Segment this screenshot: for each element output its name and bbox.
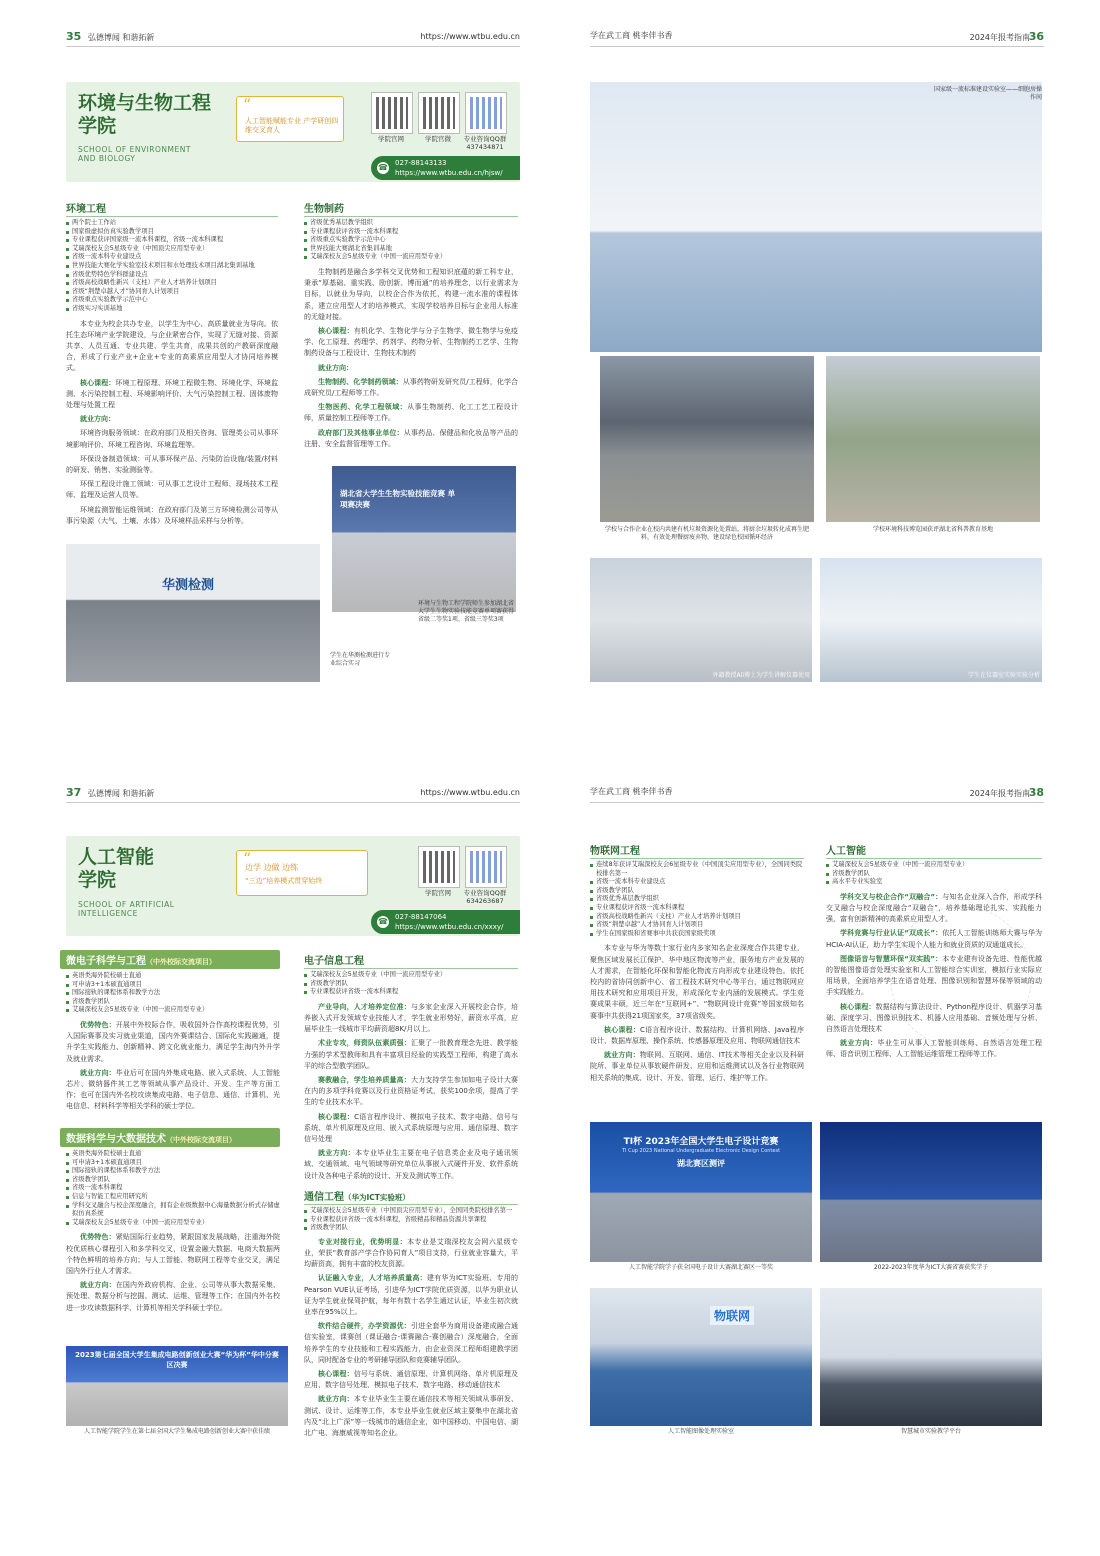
photo-caption: 外籍教授Ali博士为学生讲解仪器使用 xyxy=(712,672,810,679)
intro-paragraph: 本专业与华为等数十家行业内多家知名企业深度合作共建专业，聚焦区域发展长江保护、华中地区物流等产业，服务地方产业发展的人才需求，在智能化环保和智能化物流方向形成专业建设特色。依托校内的省协同创新中心、省工程技术研究中心等平台，通过物联网应用技术研究和应用项目开发，形成深化专业内涵的发展模式。学生竞赛成果丰硕，近三年在“互联网+”、“物联网设计竞赛”等国家级知名赛事中共获得21项国家奖，37项省级奖。 xyxy=(590,944,804,1020)
contact-web-link[interactable]: https://www.wtbu.edu.cn/hjsw/ xyxy=(395,169,503,177)
page-motto: 弘德博闻 和谐拓新 xyxy=(87,33,155,42)
contact-web-link[interactable]: https://www.wtbu.edu.cn/xxxy/ xyxy=(395,923,504,931)
feature-item: 英语类海外院校硕士直通 xyxy=(66,972,280,981)
intro-paragraph: 生物制药是融合多学科交叉优势和工程知识底蕴的新工科专业，秉承“厚基础、重实践、励创新、博而通”的培养理念，以行业需求为目标，以就业为导向，以校企合作为依托，构建一流水准的课程体系，建立应用型人才的培养模式，实现学校培养目标与企业用人标准的无缝对接。 xyxy=(304,267,518,321)
slogan-line: “三边”培养模式贯穿始终 xyxy=(245,877,323,885)
career-paragraph: 就业方向：本专业毕业生主要在通信技术等相关领域从事研发、测试、设计、运维等工作，本专业毕业生就业区域主要集中在湖北省内及“北上广深”等一线城市的通信企业，如中国移动、中国电信、湖北广电、海康威视等知名企业。 xyxy=(304,1395,519,1438)
photo-caption: 环境与生物工程学院师生参加湖北省大学生生物实验技能竞赛单项赛获得省级二等奖1项、省级三等奖3项 xyxy=(418,600,515,623)
feature-item: 国际接轨的课程体系和教学方法 xyxy=(66,989,280,998)
contest-banner-region: 湖北赛区测评 xyxy=(677,1159,725,1168)
feature-item: 世界技能大赛湖北省集训基地 xyxy=(304,245,518,254)
photo-caption: 学校与合作企业在校内共建有机垃圾资源化处置站，将厨余垃圾转化成再生肥料，有效处理餐厨废弃物，建设绿色校园循环经济 xyxy=(604,526,809,541)
competition-photo xyxy=(332,466,516,612)
feature-item: 省级一流本科专业建设点 xyxy=(590,878,804,887)
feature-item: 省级高校战略性新兴（支柱）产业人才培养计划项目 xyxy=(66,279,278,288)
internship-photo xyxy=(66,544,320,682)
feature-item: 省级教学团队 xyxy=(304,980,518,989)
career-paragraph: 生物制药、化学制药领域：从事药物研发研究员/工程师，化学合成研究员/工程师等工作。 xyxy=(304,377,518,397)
core-courses: 核心课程：数据结构与算法设计、Python程序设计、机器学习基础、深度学习、图像识别技术、机器人应用基础、音频处理与分析、自然语言处理技术 xyxy=(826,1002,1042,1034)
feature-list xyxy=(66,972,280,1015)
photo-caption: 智慧城市实验教学平台 xyxy=(900,1428,961,1435)
slogan-box xyxy=(236,96,344,142)
career-paragraph: 环境咨询服务领域：在政府部门及相关咨询、管理类公司从事环境影响评价、环境工程咨询、环境监理等。 xyxy=(66,429,278,449)
feature-paragraph: 软件结合硬件，办学资源优：引进全套华为商用设备建成融合通信实验室，课赛创（课证融合-课赛融合-赛创融合）深度融合，全面培养学生的专业技能和工程实践能力，由企业资深工程师组建教学团队，同时配备专业的考研辅导团队和竞赛辅导团队。 xyxy=(304,1322,519,1364)
feature-item: 省级“荆楚卓越”人才协同育人计划项目 xyxy=(590,921,804,930)
photo-caption: 学生在仪器室实验实验分析 xyxy=(967,672,1040,679)
career-paragraph: 就业方向：毕业后可在国内外集成电路、嵌入式系统、人工智能芯片、微纳器件其工艺等领域从事产品设计、开发、生产等方面工作；也可在国内外名校攻读集成电路、电子信息、通信、计算机、光电信息、材料科学等相关学科的硕士学位。 xyxy=(66,1068,281,1111)
feature-paragraph: 认证融入专业，人才培养质量高：建有华为ICT实验班、专用的Pearson VUE认证考场，引进华为ICT学院优质资源，以华为职业认证为学生就业保驾护航，每年有数十名学生通过认证，毕业生初次就业率在95%以上。 xyxy=(304,1274,518,1316)
contact-phone[interactable]: 027-88143133 xyxy=(395,159,447,167)
feature-item: 国际接轨的课程体系和教学方法 xyxy=(66,1167,280,1176)
core-courses: 核心课程：信号与系统、通信原理、计算机网络、单片机原理及应用、数字信号处理、模拟电子技术、数字电路、移动通信技术 xyxy=(304,1370,519,1390)
qr-label: 学院官微 xyxy=(425,135,451,143)
qr-code-icon[interactable] xyxy=(465,846,507,888)
school-header-box xyxy=(66,836,520,936)
image-lab-photo xyxy=(590,1288,812,1426)
feature-item: 省级一流本科课程 xyxy=(66,1184,280,1193)
page-header xyxy=(590,786,1044,800)
major-title: 数据科学与大数据技术 xyxy=(66,1134,166,1145)
feature-paragraph: 学科交叉与校企合作“双融合”：与知名企业深入合作，形成学科交叉融合与校企深度融合“双融合”，培养基础理论扎实、实践能力强，富有创新精神的高素质应用型人才。 xyxy=(826,892,1043,924)
feature-paragraph: 赛教融合，学生培养质量高：大力支持学生参加如电子设计大赛在内的多项学科竞赛以及行业资格证考试，获奖100余项，提高了学生的专业技术水平。 xyxy=(304,1076,519,1107)
page-number: 37 xyxy=(66,786,82,799)
competition-sign: 2023第七届全国大学生集成电路创新创业大赛“华为杯”华中分赛区决赛 xyxy=(75,1351,279,1369)
page-header xyxy=(590,30,1044,44)
slogan-box xyxy=(236,850,368,896)
career-paragraph: 环境监测智能运维领域：在政府部门及第三方环境检测公司等从事污染源（大气、土壤、水体）及环境样品采样与分析等。 xyxy=(66,505,278,525)
school-english-name: SCHOOL OF ENVIRONMENT AND BIOLOGY xyxy=(78,145,191,163)
feature-item: 专业课程获评省级一流本科课程，省级精品和精品资源共享课程 xyxy=(304,1216,518,1225)
career-paragraph: 就业方向：物联网、互联网、通信、IT技术等相关企业以及科研院所、事业单位从事软硬件研发、应用和运维测试以及各行业物联网相关系统的集成、设计、开发、管理、运行、维护等工作。 xyxy=(590,1051,805,1082)
core-courses: 核心课程：C语言程序设计、数据结构、计算机网络、Java程序设计、数据库原理、操作系统、传感器原理及应用、物联网通信技术 xyxy=(590,1025,804,1045)
company-sign: 华测检测 xyxy=(162,578,215,593)
qr-label: 专业咨询QQ群 437434871 xyxy=(463,135,507,151)
phone-icon: ☎ xyxy=(378,917,388,926)
page-36 xyxy=(590,30,1044,690)
major-title: 微电子科学与工程 xyxy=(66,956,146,967)
major-title: 人工智能 xyxy=(826,842,1042,859)
photo-caption: 学生在华测检测进行专业综合实习 xyxy=(330,652,391,667)
major-iot-engineering xyxy=(590,842,804,1084)
qr-code-icon[interactable] xyxy=(418,92,460,134)
qr-label: 学院官网 xyxy=(378,135,404,143)
contact-bar xyxy=(371,156,520,180)
career-paragraph: 就业方向：在国内外政府机构、企业、公司等从事大数据采集、预处理、数据分析与挖掘、测试、运维、管理等工作；在国内外名校进一步攻读数据科学、计算机等相关学科硕士学位。 xyxy=(66,1281,281,1312)
feature-item: 艾瑞深校友会5星级专业（中国一流应用型专业） xyxy=(66,1006,280,1015)
feature-item: 英语类海外院校硕士直通 xyxy=(66,1150,280,1159)
quote-icon: “ xyxy=(243,849,252,868)
feature-list xyxy=(66,1150,280,1227)
guide-title: 2024年报考指南 xyxy=(969,789,1030,798)
feature-item: 可申请3+1本硕直通项目 xyxy=(66,1159,280,1168)
feature-item: 省级教学团队 xyxy=(66,998,280,1007)
career-paragraph: 环保设备制造领域：可从事环保产品、污染防治设施/装置/材料的研发、销售、实验测验等。 xyxy=(66,454,278,474)
feature-list xyxy=(826,861,1042,887)
slogan-line: 边学 边做 边练 xyxy=(245,863,299,872)
feature-item: 省级重点实验教学示范中心 xyxy=(66,296,278,305)
feature-item: 可申请3+1本硕直通项目 xyxy=(66,981,280,990)
feature-list xyxy=(590,861,804,938)
page-number: 35 xyxy=(66,30,82,43)
career-heading: 就业方向： xyxy=(80,415,115,424)
feature-paragraph: 产业导向，人才培养定位准：与多家企业深入开展校企合作，培养嵌入式开发领域专业技能人才，学生就业形势好，薪资水平高，应届毕业生一线城市平均薪资超8K/月以上。 xyxy=(304,1002,519,1034)
feature-item: 信息与智能工程应用研究所 xyxy=(66,1193,280,1202)
feature-item: 省级重点实验教学示范中心 xyxy=(304,236,518,245)
page-motto: 学在武工商 桃李伴书香 xyxy=(590,787,673,796)
intro-paragraph: 本专业为校企共办专业，以学生为中心、高质量就业为导向。依托生态环境产业学院建设，与企业紧密合作，实现了无缝对接、资源共享、人员互通、专业共建、学生共育，成果共创的产教研深度融合，形成了行业产业+企业+专业的高素质应用型人才协同培养模式。 xyxy=(66,319,278,373)
feature-item: 省级实习实训基地 xyxy=(66,305,278,314)
photo-caption: 学校环境科技博览园获评湖北省科普教育基地 xyxy=(872,526,993,533)
feature-paragraph: 图像语音与智慧环保“双实践”：本专业建有设备先进、性能优越的智能图像语音处理实验室和人工智能综合实训室，模拟行业实际应用场景，全面培养学生在语音处理、图像识别和智慧环保等领域的动手实践能力。 xyxy=(826,954,1043,997)
feature-item: 学生在国家级和省赛事中共获获国家级奖项 xyxy=(590,930,804,939)
science-park-photo xyxy=(826,356,1040,522)
site-url-link[interactable]: https://www.wtbu.edu.cn xyxy=(420,32,520,41)
page-header xyxy=(66,30,520,44)
page-header xyxy=(66,786,520,800)
instrument-room-photo xyxy=(820,558,1042,682)
major-title-box xyxy=(60,1128,280,1147)
qr-code-icon[interactable] xyxy=(465,92,507,134)
core-courses: 核心课程：C语言程序设计、模拟电子技术、数字电路、信号与系统、单片机原理及应用、嵌入式系统原理与应用、通信原理、数字信号处理 xyxy=(304,1112,519,1144)
school-name: 环境与生物工程学院 xyxy=(78,92,212,137)
page-37 xyxy=(66,786,520,1446)
ti-contest-photo xyxy=(590,1122,812,1262)
contest-banner-title: TI杯 2023年全国大学生电子设计竞赛 xyxy=(623,1137,779,1147)
feature-item: 省级教学团队 xyxy=(304,1224,518,1233)
feature-item: 专业课程获评国家级一流本科课程，省级一流本科课程 xyxy=(66,236,278,245)
quote-icon: “ xyxy=(243,95,252,114)
photo-caption: 人工智能学院学生在第七届全国大学生集成电路创新创业大赛中获佳绩 xyxy=(83,1428,270,1435)
smart-city-photo xyxy=(820,1288,1042,1426)
page-number: 36 xyxy=(1028,30,1044,43)
major-environmental-engineering xyxy=(66,200,278,527)
career-paragraph: 就业方向：本专业毕业生主要在电子信息类企业及电子通讯领域、交通领域、电气领域等研究单位从事嵌入式硬件开发、软件系统设计及各种电子系统的设计、开发及测试等工作。 xyxy=(304,1149,519,1180)
feature-item: 省级高校战略性新兴（支柱）产业人才培养计划项目 xyxy=(590,913,804,922)
major-microelectronics xyxy=(60,950,280,1113)
career-heading: 就业方向： xyxy=(318,363,353,372)
lab-sign: 物联网 xyxy=(710,1306,754,1325)
feature-item: 专业课程获评省级一流本科课程 xyxy=(590,904,804,913)
core-courses: 核心课程：环境工程原理、环境工程微生物、环境化学、环境监测、水污染控制工程、环境影响评价、大气污染控制工程、固体废物处理与处置工程 xyxy=(66,378,279,409)
phone-icon: ☎ xyxy=(378,163,388,172)
advantage-paragraph: 优势特色：开展中外校际合作，吸收国外合作高校课程优势，引入国际赛事及实习就业渠道，国内外赛课结合、国际化实践融通，提升学生实践能力、创新精神、跨文化就业能力，满足学生海内外升学及就业需求。 xyxy=(66,1020,281,1063)
major-data-science xyxy=(60,1128,280,1314)
major-title: 电子信息工程 xyxy=(304,952,518,969)
major-title: 通信工程 xyxy=(304,1192,344,1203)
page-motto: 学在武工商 桃李伴书香 xyxy=(590,31,673,40)
qr-code-icon[interactable] xyxy=(418,846,460,888)
feature-list xyxy=(304,219,518,262)
feature-list xyxy=(66,219,278,314)
major-title-box xyxy=(60,950,280,969)
feature-item: 艾瑞深校友会5星级专业（中国一流应用型专业） xyxy=(304,253,518,262)
feature-item: 省级教学团队 xyxy=(826,870,1042,879)
page-number: 38 xyxy=(1028,786,1044,799)
major-subtitle: （中外校际交流项目） xyxy=(146,958,216,966)
ict-award-photo xyxy=(820,1122,1042,1262)
page-35 xyxy=(66,30,520,690)
lab-photo xyxy=(590,82,1042,352)
photo-caption: 人工智能图像处理实验室 xyxy=(667,1428,734,1435)
feature-item: 艾瑞深校友会5星级专业（中国一流应用型专业） xyxy=(66,1219,280,1228)
competition-sign: 湖北省大学生生物实验技能竞赛 单项赛决赛 xyxy=(340,489,456,509)
feature-item: 省级“荆楚卓越人才”协同育人计划项目 xyxy=(66,288,278,297)
waste-station-photo xyxy=(600,356,814,522)
major-electronic-information xyxy=(304,952,518,1182)
feature-item: 连续8年获评艾瑞深校友会6星级专业（中国顶尖应用型专业），全国同类院校排名第一 xyxy=(590,861,804,878)
core-courses: 核心课程：有机化学、生物化学与分子生物学、微生物学与免疫学、化工原理、药理学、药剂学、药物分析、生物制药工艺学、生物制药设备与工程设计、生物技术制药 xyxy=(304,326,519,358)
photo-caption: 人工智能学院学子获全国电子设计大赛湖北赛区一等奖 xyxy=(628,1264,773,1271)
major-biopharmaceutics xyxy=(304,200,518,450)
feature-item: 国家级虚拟仿真实验教学项目 xyxy=(66,228,278,237)
photo-caption: 2022-2023年度华为ICT大赛省赛获奖学子 xyxy=(873,1264,989,1271)
career-paragraph: 政府部门及其他事业单位：从事药品、保健品和化妆品等产品的注册、安全监督管理等工作。 xyxy=(304,428,519,448)
page-motto: 弘德博闻 和谐拓新 xyxy=(87,789,155,798)
feature-paragraph: 学科竞赛与行业认证“双成长”：依托人工智能训练师大赛与华为HCIA-AI认证，助力学生实现个人能力和就业资质的双通道成长。 xyxy=(826,929,1043,949)
contact-phone[interactable]: 027-88147064 xyxy=(395,913,447,921)
feature-list xyxy=(304,971,518,997)
contact-bar xyxy=(371,910,520,934)
major-title-row xyxy=(304,1188,518,1205)
feature-item: 省级教学团队 xyxy=(590,887,804,896)
school-name: 人工智能学院 xyxy=(78,846,155,891)
qr-label: 学院官网 xyxy=(425,889,451,897)
qr-code-icon[interactable] xyxy=(371,92,413,134)
feature-item: 省级优势特色学科群建设点 xyxy=(66,271,278,280)
feature-item: 高水平专业实验室 xyxy=(826,878,1042,887)
feature-item: 专业课程获评省级一流本科课程 xyxy=(304,988,518,997)
feature-list xyxy=(304,1207,518,1233)
feature-item: 学科交叉融合与校企深度融合，拥有企业级数据中心海量数据分析式存储虚拟仿真系统 xyxy=(66,1202,280,1219)
professor-photo xyxy=(590,558,812,682)
feature-paragraph: 专业对接行业，优势明显：本专业是艾瑞深校友会网六星级专业，荣获“教育部产学合作协同育人”项目支持，行业就业容量大，平均薪资高，拥有丰富的校友资源。 xyxy=(304,1237,519,1269)
site-url-link[interactable]: https://www.wtbu.edu.cn xyxy=(420,788,520,797)
career-paragraph: 环保工程设计施工领域：可从事工艺设计工程师、现场技术工程师、监理及运营人员等。 xyxy=(66,480,278,500)
feature-item: 艾瑞深校友会5星级专业（中国一流应用型专业） xyxy=(304,971,518,980)
major-artificial-intelligence xyxy=(826,842,1042,1061)
career-paragraph: 就业方向：毕业生可从事人工智能训练师、自然语言处理工程师、语音识别工程师、人工智能运维管理工程师等工作。 xyxy=(826,1039,1042,1059)
school-header-box xyxy=(66,82,520,182)
photo-caption: 国家级一流标准建设实验室——细胞房操作间 xyxy=(933,86,1042,101)
feature-paragraph: 术业专攻，师资队伍素质强：汇聚了一批教育理念先进、教学能力强的学术型教师和具有丰富项目经验的实践型工程师，构建了高水平的综合型教学团队。 xyxy=(304,1039,519,1070)
feature-item: 专业课程获评省级一流本科课程 xyxy=(304,228,518,237)
major-subtitle: （中外校际交流项目） xyxy=(166,1136,236,1144)
feature-item: 省级一流本科专业建设点 xyxy=(66,253,278,262)
slogan-text: 人工智能赋能专业 产学研创四维交叉育人 xyxy=(245,117,339,134)
major-title: 环境工程 xyxy=(66,200,278,217)
career-paragraph: 生物医药、化学工程领域：从事生物制药、化工工艺工程设计师，质量控制工程师等工作。 xyxy=(304,403,519,423)
feature-item: 省级教学团队 xyxy=(66,1176,280,1185)
major-title: 生物制药 xyxy=(304,200,518,217)
contest-banner-subtitle: TI Cup 2023 National Undergraduate Electronic Design Contest xyxy=(621,1148,781,1154)
major-subtitle: （华为ICT实验班） xyxy=(344,1193,410,1202)
feature-item: 省级优秀基层教学组织 xyxy=(590,895,804,904)
feature-item: 艾瑞深校友会5星级专业（中国一流应用型专业） xyxy=(826,861,1042,870)
feature-item: 两个院士工作站 xyxy=(66,219,278,228)
major-title: 物联网工程 xyxy=(590,842,804,859)
guide-title: 2024年报考指南 xyxy=(969,33,1030,42)
qr-label: 专业咨询QQ群 634263687 xyxy=(463,889,507,905)
feature-item: 世界技能大赛化学实验室技术项目和水处理技术项目湖北集训基地 xyxy=(66,262,278,271)
feature-item: 省级优秀基层教学组织 xyxy=(304,219,518,228)
school-english-name: SCHOOL OF ARTIFICIAL INTELLIGENCE xyxy=(78,900,175,918)
ic-competition-photo xyxy=(66,1346,288,1426)
advantage-paragraph: 优势特色：紧贴国际行业趋势，紧跟国家发展战略，注重海外院校优质核心课程引入和多学科交叉，设置金融大数据、电商大数据两个特色鲜明的培养方向；与人工智能、物联网工程等专业交叉，满足国内外行业人才需求。 xyxy=(66,1233,281,1275)
major-communication-engineering xyxy=(304,1188,518,1439)
feature-item: 艾瑞深校友会5星级专业（中国顶尖应用型专业），全国同类院校排名第一 xyxy=(304,1207,518,1216)
page-38 xyxy=(590,786,1044,1446)
feature-item: 艾瑞深校友会5星级专业（中国顶尖应用型专业） xyxy=(66,245,278,254)
